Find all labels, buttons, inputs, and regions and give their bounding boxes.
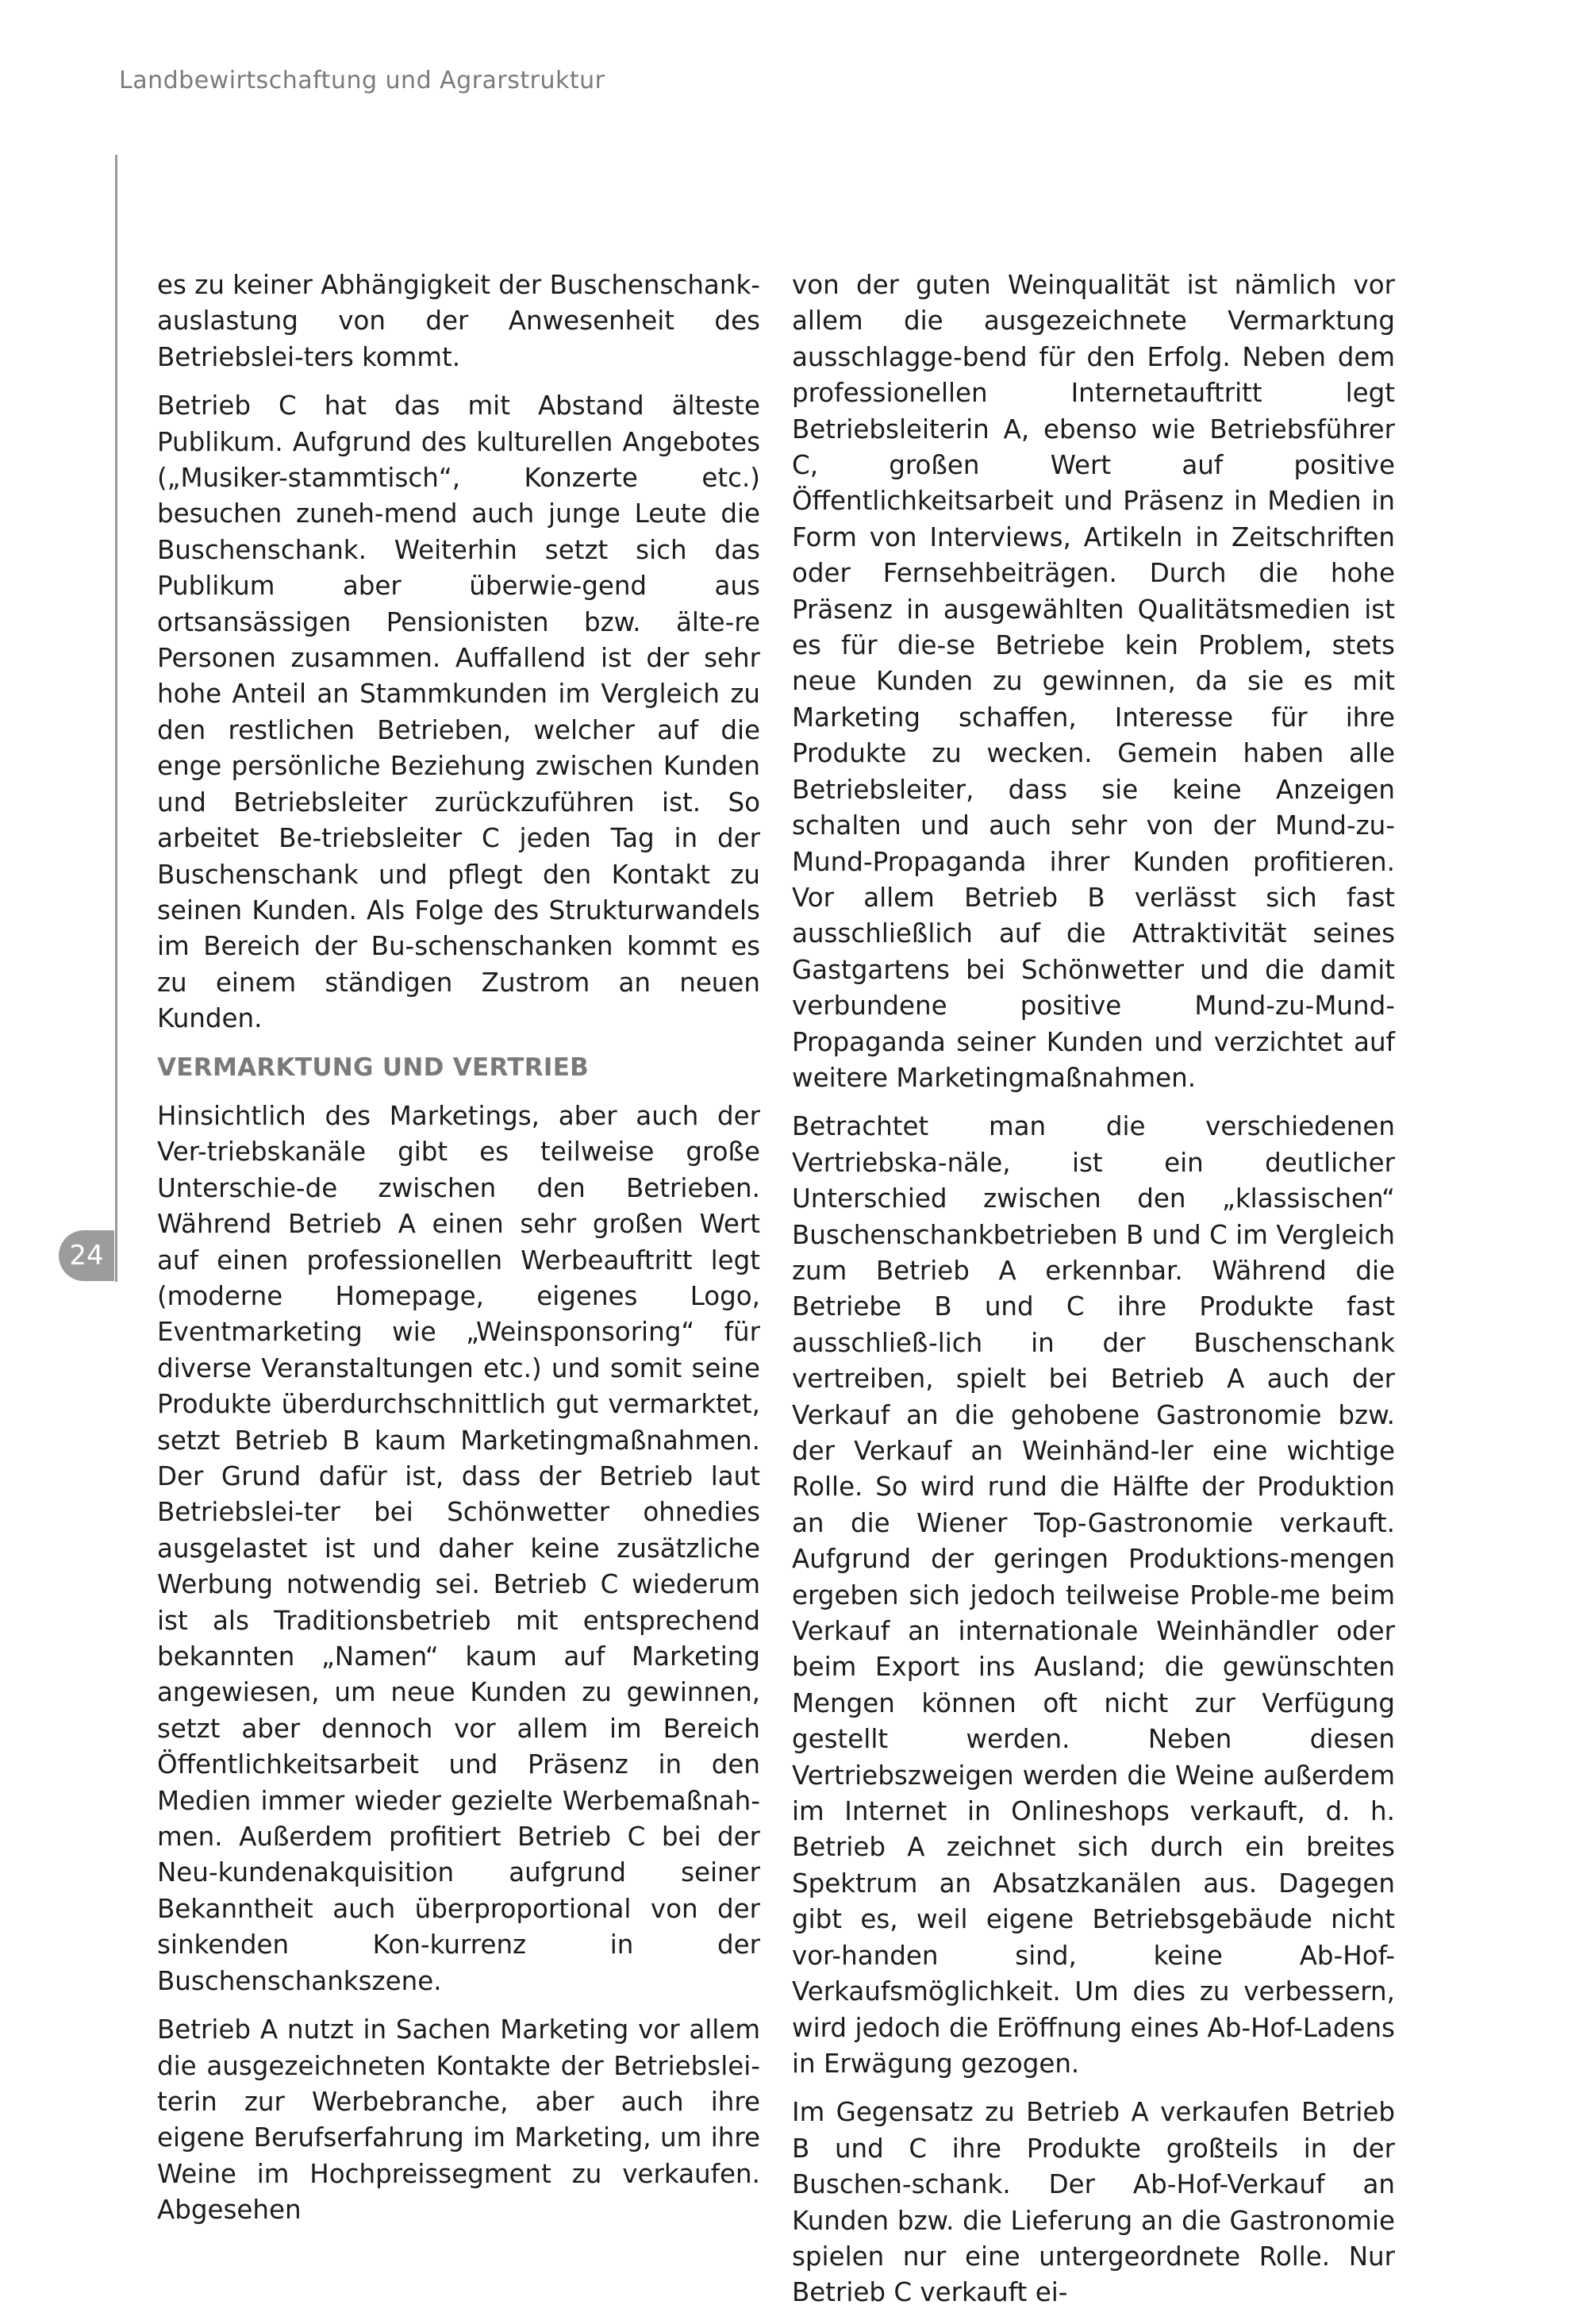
paragraph: Hinsichtlich des Marketings, aber auch der Ver-triebskanäle gibt es teilweise große Unterschie-de zwischen den Betrieben. Während Betrieb A einen sehr großen Wert auf einen professionellen Werbeauftritt legt (moderne Homepage, eigenes Logo, Eventmarketing wie „Weinsponsoring“ für diverse Veranstaltungen etc.) und somit seine Produkte überdurchschnittlich gut vermarktet, setzt Betrieb B kaum Marketingmaßnahmen. Der Grund dafür ist, dass der Betrieb laut Betriebslei-ter bei Schönwetter ohnedies ausgelastet ist und daher keine zusätzliche Werbung notwendig sei. Betrieb C wiederum ist als Traditionsbetrieb mit entsprechend bekannten „Namen“ kaum auf Marketing angewiesen, um neue Kunden zu gewinnen, setzt aber dennoch vor allem im Bereich Öffentlichkeitsarbeit und Präsenz in den Medien immer wieder gezielte Werbemaßnah-men. Außerdem profitiert Betrieb C bei der Neu-kundenakquisition aufgrund seiner Bekanntheit auch überproportional von der sinkenden Kon-kurrenz in der Buschenschankszene. [157,1100,760,1996]
page-number: 24 [59,1230,114,1281]
right-column [792,267,1395,2324]
left-column [157,267,760,2241]
paragraph: es zu keiner Abhängigkeit der Buschenschank-auslastung von der Anwesenheit des Betriebslei-ters kommt. [157,270,760,372]
margin-rule [115,155,117,1282]
paragraph: Betrieb C hat das mit Abstand älteste Publikum. Aufgrund des kulturellen Angebotes („Musiker-stammtisch“, Konzerte etc.) besuchen zuneh-mend auch junge Leute die Buschenschank. Weiterhin setzt sich das Publikum aber überwie-gend aus ortsansässigen Pensionisten bzw. älte-re Personen zusammen. Auffallend ist der sehr hohe Anteil an Stammkunden im Vergleich zu den restlichen Betrieben, welcher auf die enge persönliche Beziehung zwischen Kunden und Betriebsleiter zurückzuführen ist. So arbeitet Be-triebsleiter C jeden Tag in der Buschenschank und pflegt den Kontakt zu seinen Kunden. Als Folge des Strukturwandels im Bereich der Bu-schenschanken kommt es zu einem ständigen Zustrom an neuen Kunden. [157,391,760,1034]
paragraph: Im Gegensatz zu Betrieb A verkaufen Betrieb B und C ihre Produkte großteils in der Buschen-schank. Der Ab-Hof-Verkauf an Kunden bzw. die Lieferung an die Gastronomie spielen nur eine untergeordnete Rolle. Nur Betrieb C verkauft ei- [792,2097,1395,2308]
paragraph: Betrachtet man die verschiedenen Vertriebska-näle, ist ein deutlicher Unterschied zwischen den „klassischen“ Buschenschankbetrieben B und C im Vergleich zum Betrieb A erkennbar. Während die Betriebe B und C ihre Produkte fast ausschließ-lich in der Buschenschank vertreiben, spielt bei Betrieb A auch der Verkauf an die gehobene Gastronomie bzw. der Verkauf an Weinhänd-ler eine wichtige Rolle. So wird rund die Hälfte der Produktion an die Wiener Top-Gastronomie verkauft. Aufgrund der geringen Produktions-mengen ergeben sich jedoch teilweise Proble-me beim Verkauf an internationale Weinhändler oder beim Export ins Ausland; die gewünschten Mengen können oft nicht zur Verfügung gestellt werden. Neben diesen Vertriebszweigen werden die Weine außerdem im Internet in Onlineshops verkauft, d. h. Betrieb A zeichnet sich durch ein breites Spektrum an Absatzkanälen aus. Dagegen gibt es, weil eigene Betriebsgebäude nicht vor-handen sind, keine Ab-Hof-Verkaufsmöglichkeit. Um dies zu verbessern, wird jedoch die Eröffnung eines Ab-Hof-Ladens in Erwägung gezogen. [792,1111,1395,2079]
section-heading: VERMARKTUNG UND VERTRIEB [157,1052,590,1082]
paragraph: von der guten Weinqualität ist nämlich vor allem die ausgezeichnete Vermarktung ausschlagge-bend für den Erfolg. Neben dem professionellen Internetauftritt legt Betriebsleiterin A, ebenso wie Betriebsführer C, großen Wert auf positive Öffentlichkeitsarbeit und Präsenz in Medien in Form von Interviews, Artikeln in Zeitschriften oder Fernsehbeiträgen. Durch die hohe Präsenz in ausgewählten Qualitätsmedien ist es für die-se Betriebe kein Problem, stets neue Kunden zu gewinnen, da sie es mit Marketing schaffen, Interesse für ihre Produkte zu wecken. Gemein haben alle Betriebsleiter, dass sie keine Anzeigen schalten und auch sehr von der Mund-zu-Mund-Propaganda ihrer Kunden profitieren. Vor allem Betrieb B verlässt sich fast ausschließlich auf die Attraktivität seines Gastgartens bei Schönwetter und die damit verbundene positive Mund-zu-Mund-Propaganda seiner Kunden und verzichtet auf weitere Marketingmaßnahmen. [792,270,1395,1093]
paragraph: Betrieb A nutzt in Sachen Marketing vor allem die ausgezeichneten Kontakte der Betriebslei-terin zur Werbebranche, aber auch ihre eigene Berufserfahrung im Marketing, um ihre Weine im Hochpreissegment zu verkaufen. Abgesehen [157,2014,760,2226]
running-head: Landbewirtschaftung und Agrarstruktur [119,67,605,94]
